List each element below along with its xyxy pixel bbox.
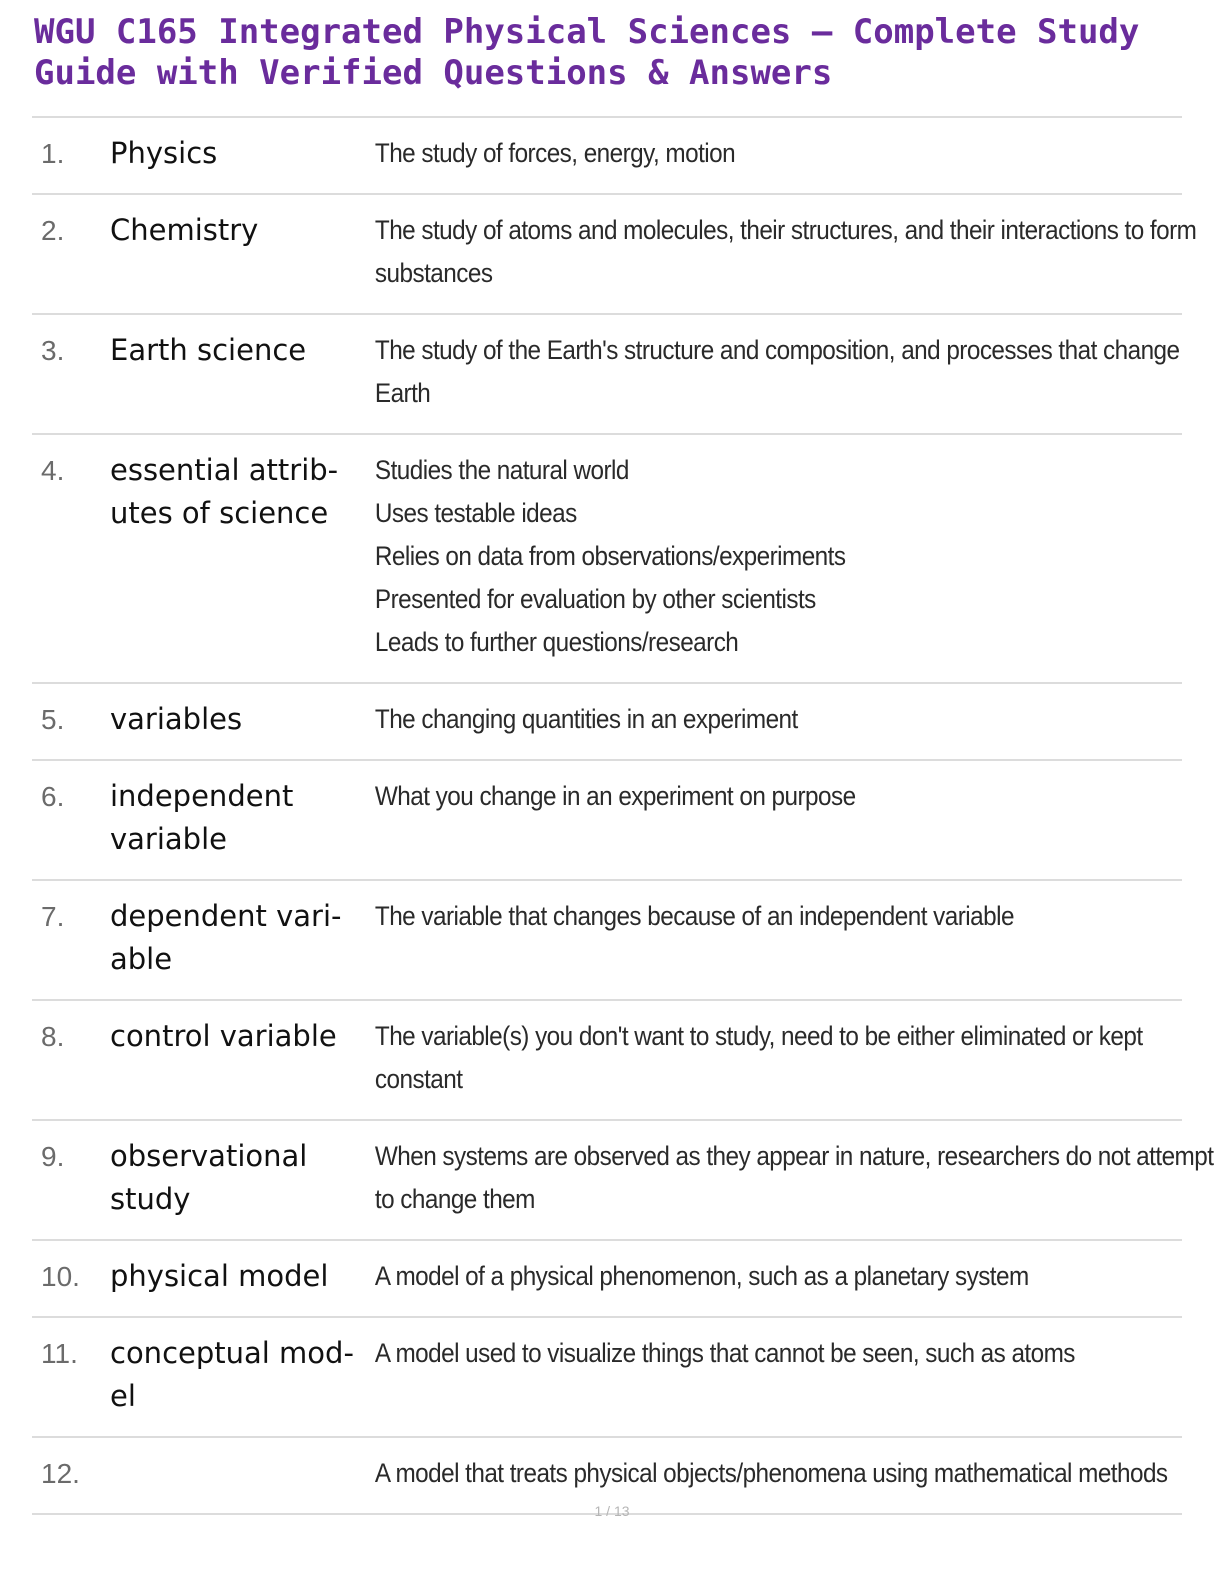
page-number: 1 / 13 bbox=[594, 1503, 630, 1519]
table-row bbox=[32, 1318, 1182, 1438]
table-row bbox=[32, 881, 1182, 1001]
row-number: 4. bbox=[41, 455, 65, 486]
table-row bbox=[32, 315, 1182, 435]
definition bbox=[374, 1135, 1214, 1221]
table-row bbox=[32, 195, 1197, 315]
row-number: 10. bbox=[41, 1261, 80, 1292]
definition bbox=[374, 775, 1101, 818]
row-number: 1. bbox=[41, 138, 65, 169]
row-number: 5. bbox=[41, 704, 65, 735]
document-title: WGU C165 Integrated Physical Sciences – Complete Study Guide with Verified Questions & Answers bbox=[34, 12, 1140, 93]
definition-line: Uses testable ideas bbox=[374, 498, 577, 528]
row-number: 3. bbox=[41, 335, 65, 366]
row-number: 6. bbox=[41, 781, 65, 812]
definition-line: The study of atoms and molecules, their structures, and their interactions to form bbox=[374, 215, 1197, 245]
definition-line: to change them bbox=[374, 1184, 535, 1214]
table-row bbox=[32, 684, 1182, 761]
term-label: dependent vari- able bbox=[110, 899, 342, 976]
definition bbox=[374, 329, 1180, 415]
term-label: observational study bbox=[110, 1139, 308, 1216]
definition-line: When systems are observed as they appear in nature, researchers do not attempt bbox=[374, 1141, 1214, 1171]
definition-line: A model of a physical phenomenon, such as a planetary system bbox=[374, 1261, 1029, 1291]
term-label: Earth science bbox=[110, 333, 307, 367]
definition-line: Studies the natural world bbox=[374, 455, 629, 485]
definition bbox=[374, 1452, 1167, 1495]
definition-line: constant bbox=[374, 1064, 463, 1094]
definition-line: Relies on data from observations/experiments bbox=[374, 541, 846, 571]
term-label: conceptual mod- el bbox=[110, 1336, 354, 1413]
term-label: control variable bbox=[110, 1019, 337, 1053]
table-row bbox=[32, 435, 1182, 684]
row-number: 12. bbox=[41, 1458, 80, 1489]
definition bbox=[374, 698, 1101, 741]
definition-line: What you change in an experiment on purpose bbox=[374, 781, 856, 811]
definition-line: A model that treats physical objects/phenomena using mathematical methods bbox=[374, 1458, 1168, 1488]
terms-table bbox=[32, 116, 1214, 1515]
row-number: 8. bbox=[41, 1021, 65, 1052]
definition-line: The changing quantities in an experiment bbox=[374, 704, 798, 734]
definition bbox=[374, 895, 1101, 938]
term-label: Physics bbox=[110, 136, 218, 170]
term-label: independent variable bbox=[110, 779, 294, 856]
definition bbox=[374, 209, 1197, 295]
definition-line: The study of the Earth's structure and composition, and processes that change bbox=[374, 335, 1180, 365]
definition bbox=[374, 132, 1101, 175]
table-row bbox=[32, 761, 1182, 881]
row-number: 11. bbox=[41, 1338, 78, 1369]
term-label: variables bbox=[110, 702, 243, 736]
definition bbox=[374, 1332, 1101, 1375]
row-number: 9. bbox=[41, 1141, 65, 1172]
definition-line: The study of forces, energy, motion bbox=[374, 138, 736, 168]
definition-line: The variable that changes because of an independent variable bbox=[374, 901, 1014, 931]
definition-line: substances bbox=[374, 258, 493, 288]
table-row bbox=[32, 1121, 1214, 1241]
definition-line: Presented for evaluation by other scientists bbox=[374, 584, 816, 614]
definition-line: Leads to further questions/research bbox=[374, 627, 739, 657]
table-row bbox=[32, 1241, 1182, 1318]
row-number: 2. bbox=[41, 215, 65, 246]
row-number: 7. bbox=[41, 901, 65, 932]
definition-line: Earth bbox=[374, 378, 431, 408]
definition bbox=[374, 1015, 1143, 1101]
definition-line: A model used to visualize things that cannot be seen, such as atoms bbox=[374, 1338, 1075, 1368]
table-row bbox=[32, 118, 1182, 195]
term-label: Chemistry bbox=[110, 213, 259, 247]
definition bbox=[374, 449, 1101, 664]
term-label: essential attrib- utes of science bbox=[110, 453, 339, 530]
definition bbox=[374, 1255, 1101, 1298]
table-row bbox=[32, 1001, 1182, 1121]
term-label: physical model bbox=[110, 1259, 329, 1293]
definition-line: The variable(s) you don't want to study, need to be either eliminated or kept bbox=[374, 1021, 1143, 1051]
